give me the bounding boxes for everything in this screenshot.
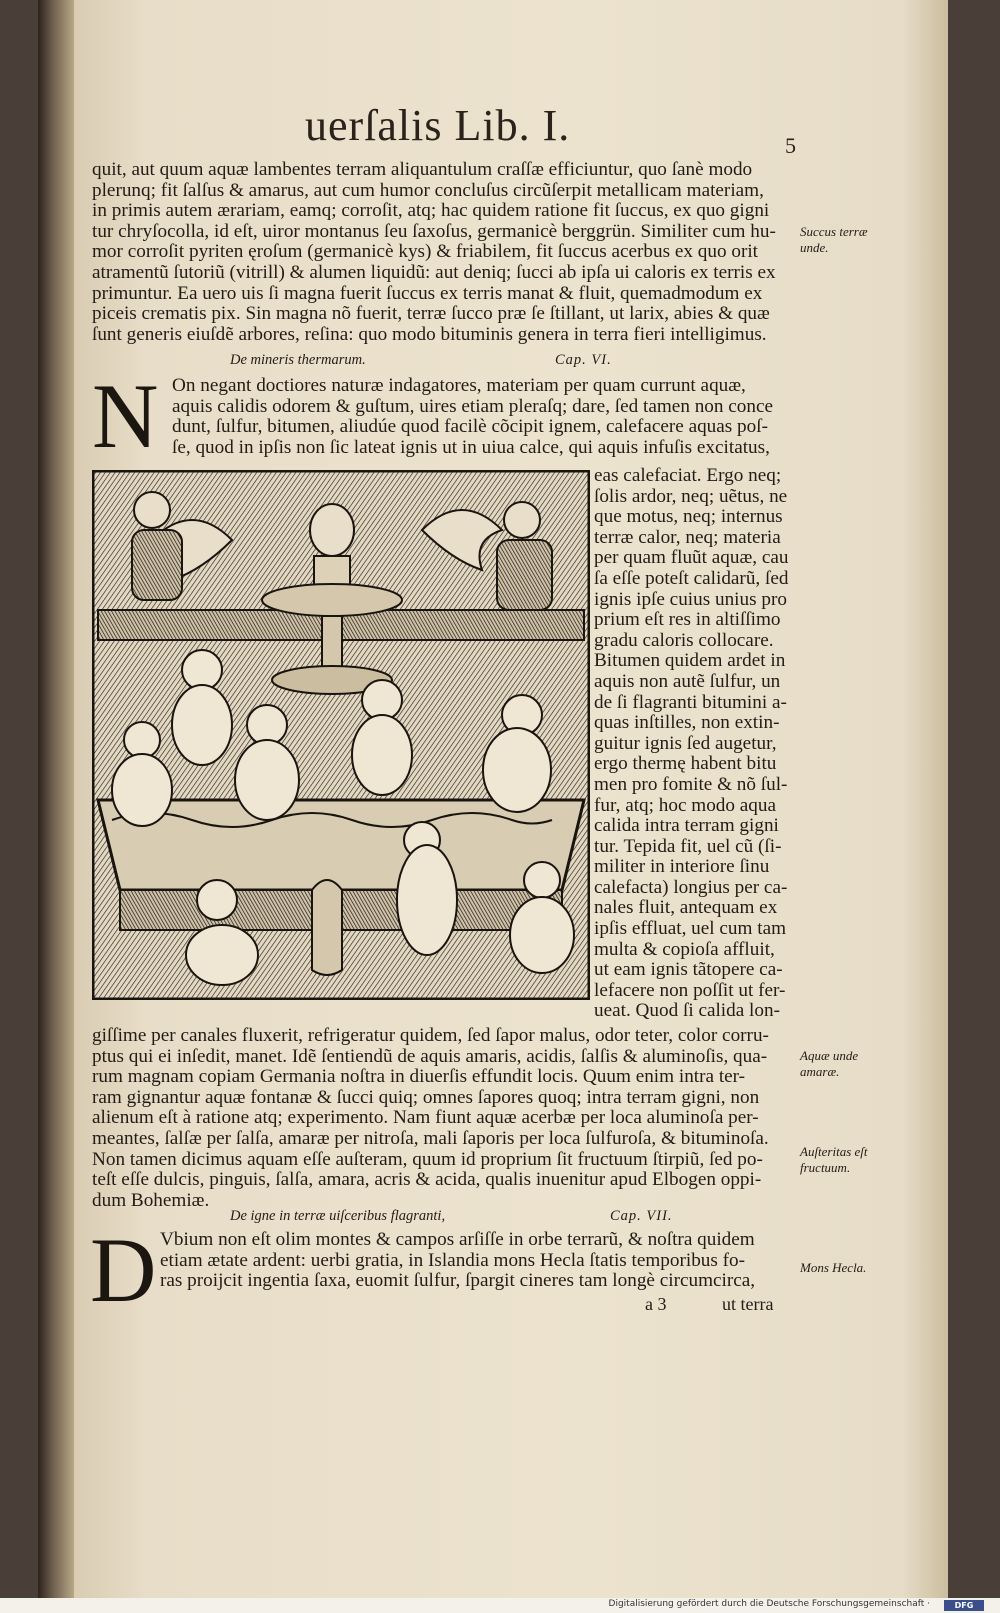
drop-cap-n: N [92, 365, 159, 467]
folio-number: 5 [785, 133, 796, 158]
text-line: etiam ætate ardent: uerbi gratia, in Islandia mons Hecla ſtatis temporibus fo- [160, 1249, 746, 1271]
text-line: Bitumen quidem ardet in [594, 650, 786, 672]
text-line: gradu caloris collocare. [594, 629, 774, 651]
text-line: per quam fluũt aquæ, cau [594, 547, 789, 569]
text-line: ſa eſſe poteſt calidarũ, ſed [594, 567, 789, 589]
text-line: aquis calidis odorem & guſtum, uires etiam pleraſq; dare, ſed tamen non conce [172, 395, 774, 417]
text-line: alienum eſt à ratione atq; experimento. Nam fiunt aquæ acerbæ per loca aluminoſa per- [92, 1107, 759, 1129]
text-line: que motus, neq; internus [594, 506, 783, 528]
text-line: ras proijcit ingentia ſaxa, euomit ſulfur, ſpargit cineres tam longè circumcirca, [160, 1270, 756, 1292]
text-line: multa & copioſa affluit, [594, 938, 775, 960]
chapter-7-heading: De igne in terræ uiſceribus flagranti, [230, 1208, 446, 1224]
text-line: teſt eſſe dulcis, pinguis, ſalſa, amara, acris & acida, qualis inuenitur apud Elbogen oppi- [92, 1169, 762, 1191]
chapter-6-side-column [594, 466, 788, 1022]
text-line: dunt, ſulfur, bitumen, aliudúe quod facilè cõcipit ignem, calefacere aquas poſ- [172, 416, 768, 438]
text-line: ut eam ignis tãtopere ca- [594, 959, 783, 981]
text-line: On negant doctiores naturæ indagatores, materiam per quam currunt aquæ, [172, 375, 746, 396]
text-line: atramentũ ſutoriũ (vitrill) & alumen liquidũ: aut deniq; ſucci ab ipſa ui caloris ex terris ex [92, 261, 776, 283]
text-line: Non tamen dicimus aquam eſſe auſteram, quum id proprium ſit fructuum ſtirpiũ, ſed po- [92, 1148, 763, 1170]
text-line: ram gignantur aquæ fontanæ & ſucci quiq; omnes ſapores quoq; intra terram gigni, non [92, 1086, 760, 1108]
text-line: terræ calor, neq; materia [594, 526, 781, 548]
text-line: meantes, ſalſæ per ſalſa, amaræ per nitroſa, mali ſaporis per loca ſulfuroſa, & bituminoſa. [92, 1127, 769, 1149]
text-line: fur, atq; hoc modo aqua [594, 794, 776, 816]
text-line: militer in interiore ſinu [594, 856, 770, 878]
margin-note: Mons Hecla. [800, 1260, 867, 1275]
text-line: calefacta) longius per ca- [594, 876, 788, 898]
text-line: ptus qui ei inſedit, manet. Idẽ ſentiendũ de aquis amaris, acidis, ſalſis & aluminoſis, qua- [92, 1045, 768, 1067]
signature-mark: a 3 [645, 1294, 667, 1314]
text-line: lefacere non poſſit ut fer- [594, 979, 786, 1001]
text-line: ipſis effluat, uel cum tam [594, 918, 787, 940]
text-line: plerunq; fit ſalſus & amarus, aut cum humor concluſus circũſerpit metallicam materiam, [92, 179, 764, 201]
text-line: quit, aut quum aquæ lambentes terram aliquantulum craſſæ efficiuntur, quo ſanè modo [92, 159, 753, 180]
text-line: prium eſt res in altiſſimo [594, 609, 781, 631]
woodcut-fountain-bathing-scene-icon [92, 470, 590, 1000]
chapter-7-text [160, 1230, 755, 1292]
digitization-credit: Digitalisierung gefördert durch die Deutsche Forschungsgemeinschaft · [608, 1599, 930, 1609]
page-gutter [38, 0, 74, 1598]
text-line: ergo thermę habent bitu [594, 753, 777, 775]
text-line: guitur ignis ſed augetur, [594, 732, 777, 754]
chapter-6-intro [172, 376, 773, 458]
text-line: tur. Tepida fit, uel cũ (ſi- [594, 835, 782, 857]
chapter-7-number: Cap. VII. [610, 1208, 673, 1224]
text-line: ueat. Quod ſi calida lon- [594, 1000, 780, 1022]
text-line: ſunt generis eiuſdẽ arbores, reſina: quo modo bituminis genera in terra fieri intelligimus. [92, 323, 767, 345]
text-line: mor corroſit pyriten ęroſum (germanicè kys) & friabilem, fit ſuccus acerbus ex quo orit [92, 241, 759, 263]
running-title: uerſalis Lib. I. [305, 101, 571, 150]
text-line: primuntur. Ea uero uis ſi magna fuerit ſuccus ex terris manat & fluit, quemadmodum ex [92, 282, 763, 304]
chapter-6-continuation [92, 1026, 769, 1211]
text-line: ſolis ardor, neq; uẽtus, ne [594, 485, 788, 507]
text-line: Vbium non eſt olim montes & campos arſiſſe in orbe terrarũ, & noſtra quidem [160, 1229, 755, 1250]
text-line: aquis non autẽ ſulfur, un [594, 670, 781, 692]
text-line: men pro fomite & nõ ſul- [594, 773, 788, 795]
text-line: dum Bohemiæ. [92, 1189, 210, 1211]
text-line: tur chryſocolla, id eſt, uiror montanus ſeu ſaxoſus, germanicè berggrün. Similiter cum hu- [92, 220, 776, 242]
text-line: eas calefaciat. Ergo neq; [594, 465, 782, 486]
chapter-6-number: Cap. VI. [555, 352, 612, 368]
text-line: ſe, quod in ipſis non ſic lateat ignis ut in uiua calce, qui aquis infuſis excitatus, [172, 436, 770, 458]
text-line: quas inſtilles, non extin- [594, 712, 780, 734]
text-line: giſſime per canales fluxerit, refrigeratur quidem, ſed ſapor malus, odor teter, color corru- [92, 1025, 769, 1046]
text-line: rum magnam copiam Germania noſtra in diuerſis effundit locis. Quum enim intra ter- [92, 1066, 746, 1088]
margin-note: Succus terræ unde. [800, 224, 868, 255]
text-line: nales fluit, antequam ex [594, 897, 778, 919]
text-line: in primis autem ærariam, eamq; corroſit, atq; hac quidem ratione fit ſuccus, ex quo gigni [92, 200, 770, 222]
dfg-logo-icon: DFG [944, 1600, 984, 1611]
paragraph-1 [92, 160, 776, 345]
margin-note: Auſteritas eſt fructuum. [800, 1144, 868, 1175]
text-line: piceis crematis pix. Sin magna nõ fuerit, terræ ſucco præ ſe ſtillant, ut larix, abies & quæ [92, 303, 770, 325]
margin-note: Aquæ unde amaræ. [800, 1048, 859, 1079]
text-line: de ſi flagranti bitumini a- [594, 691, 787, 713]
drop-cap-d: D [90, 1219, 157, 1321]
catchword: ut terra [722, 1294, 774, 1314]
chapter-6-heading: De mineris thermarum. [230, 352, 366, 368]
text-line: ignis ipſe cuius unius pro [594, 588, 787, 610]
text-line: calida intra terram gigni [594, 815, 779, 837]
